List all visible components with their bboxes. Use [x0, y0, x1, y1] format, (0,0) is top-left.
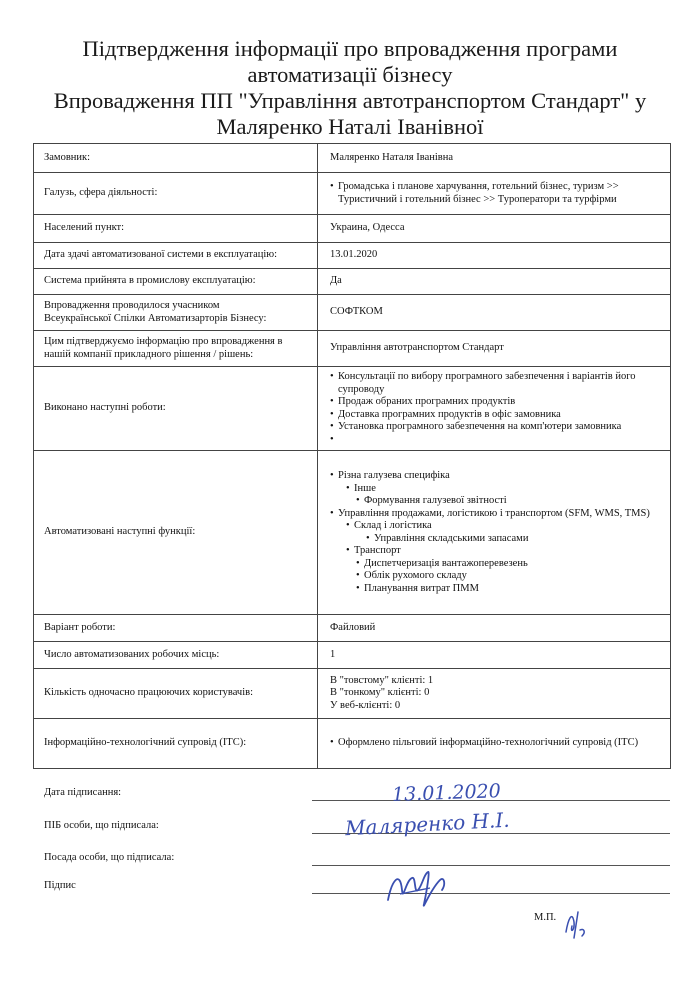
accepted-label: Система прийнята в промислову експлуатацію:	[34, 269, 318, 295]
delivery-date-value: 13.01.2020	[318, 243, 671, 269]
workplaces-value: 1	[318, 642, 671, 669]
accepted-value: Да	[318, 269, 671, 295]
row-accepted	[34, 269, 671, 295]
row-works	[34, 367, 671, 451]
row-industry	[34, 173, 671, 215]
row-functions	[34, 451, 671, 615]
row-city	[34, 215, 671, 243]
signature-label: Підпис	[44, 880, 76, 891]
row-its	[34, 719, 671, 769]
function-item: • Планування витрат ПММ	[356, 583, 664, 596]
stamp-label: М.П.	[534, 912, 557, 923]
title-line-1: Підтвердження інформації про впровадження програми	[82, 36, 618, 61]
solution-label	[34, 331, 318, 367]
signer-position-line	[312, 865, 670, 866]
row-solution	[34, 331, 671, 367]
row-delivery-date	[34, 243, 671, 269]
date-signed-label: Дата підписання:	[44, 787, 122, 798]
users-web: У веб-клієнті: 0	[330, 699, 401, 711]
users-label: Кількість одночасно працюючих користувачів:	[34, 669, 318, 719]
initials-scribble	[562, 902, 592, 942]
delivery-date-label: Дата здачі автоматизованої системи в експлуатацію:	[34, 243, 318, 269]
industry-value: • Громадська і планове харчування, готельний бізнес, туризм >> Туристичний і готельний бізнес >> Туроператори та турфірми	[330, 181, 664, 206]
title-line-4: Маляренко Наталі Іванівної	[216, 114, 484, 139]
implementer-label-line-1: Впровадження проводилося учасником	[44, 300, 220, 311]
works-item: • Доставка програмних продуктів в офіс замовника	[330, 409, 664, 422]
works-item: • Продаж обраних програмних продуктів	[330, 396, 664, 409]
title-line-3: Впровадження ПП "Управління автотранспортом Стандарт" у	[53, 88, 647, 113]
function-item: • Управління продажами, логістикою і транспортом (SFM, WMS, TMS)	[330, 508, 664, 521]
row-users	[34, 669, 671, 719]
solution-label-line-1: Цим підтверджуємо інформацію про впровадження в	[44, 336, 283, 347]
row-customer	[34, 144, 671, 173]
function-item: • Облік рухомого складу	[356, 570, 664, 583]
signer-name-handwritten: Маляренко Н.І.	[344, 807, 511, 841]
title-line-2: автоматизації бізнесу	[247, 62, 453, 87]
works-cell	[318, 367, 671, 451]
function-item: • Транспорт	[346, 545, 664, 558]
city-label: Населений пункт:	[34, 215, 318, 243]
function-item: • Склад і логістика	[346, 520, 664, 533]
function-item: • Диспетчеризація вантажоперевезень	[356, 558, 664, 571]
implementer-label-line-2: Всеукраїнської Спілки Автоматизарторів Бізнесу:	[44, 312, 267, 324]
its-label: Інформаційно-технологічний супровід (ІТС):	[34, 719, 318, 769]
row-implementer	[34, 295, 671, 331]
works-label: Виконано наступні роботи:	[34, 367, 318, 451]
workplaces-label: Число автоматизованих робочих місць:	[34, 642, 318, 669]
row-mode	[34, 615, 671, 642]
implementer-value: СОФТКОМ	[318, 295, 671, 331]
users-thick: В "товстому" клієнті: 1	[330, 674, 434, 686]
solution-value: Управління автотранспортом Стандарт	[318, 331, 671, 367]
users-thin: В "тонкому" клієнті: 0	[330, 687, 430, 699]
solution-label-line-2: нашій компанії прикладного рішення / рішень:	[44, 348, 254, 360]
industry-label: Галузь, сфера діяльності:	[34, 173, 318, 215]
document-title	[30, 36, 670, 140]
industry-cell	[318, 173, 671, 215]
works-item: • Консультації по вибору програмного забезпечення і варіантів його супроводу	[330, 371, 664, 396]
signer-name-label: ПІБ особи, що підписала:	[44, 820, 159, 831]
functions-label: Автоматизовані наступні функції:	[34, 451, 318, 615]
its-value: • Оформлено пільговий інформаційно-технологічний супровід (ІТС)	[330, 737, 664, 750]
signature-scribble	[380, 860, 460, 920]
works-item: • Установка програмного забезпечення на комп'ютери замовника	[330, 421, 664, 434]
customer-label: Замовник:	[34, 144, 318, 173]
its-cell	[318, 719, 671, 769]
function-item: • Інше	[346, 483, 664, 496]
function-item: • Різна галузева специфіка	[330, 470, 664, 483]
info-table	[33, 143, 671, 769]
functions-cell	[318, 451, 671, 615]
mode-value: Файловий	[318, 615, 671, 642]
works-item	[330, 434, 664, 446]
date-signed-handwritten: 13.01.2020	[391, 780, 502, 806]
city-value: Украина, Одесса	[318, 215, 671, 243]
signature-line	[312, 893, 670, 894]
signer-position-label: Посада особи, що підписала:	[44, 852, 175, 863]
implementer-label	[34, 295, 318, 331]
customer-value: Маляренко Наталя Іванівна	[318, 144, 671, 173]
function-item: • Управління складськими запасами	[366, 533, 664, 546]
users-cell	[318, 669, 671, 719]
row-workplaces	[34, 642, 671, 669]
mode-label: Варіант роботи:	[34, 615, 318, 642]
function-item: • Формування галузевої звітності	[356, 495, 664, 508]
